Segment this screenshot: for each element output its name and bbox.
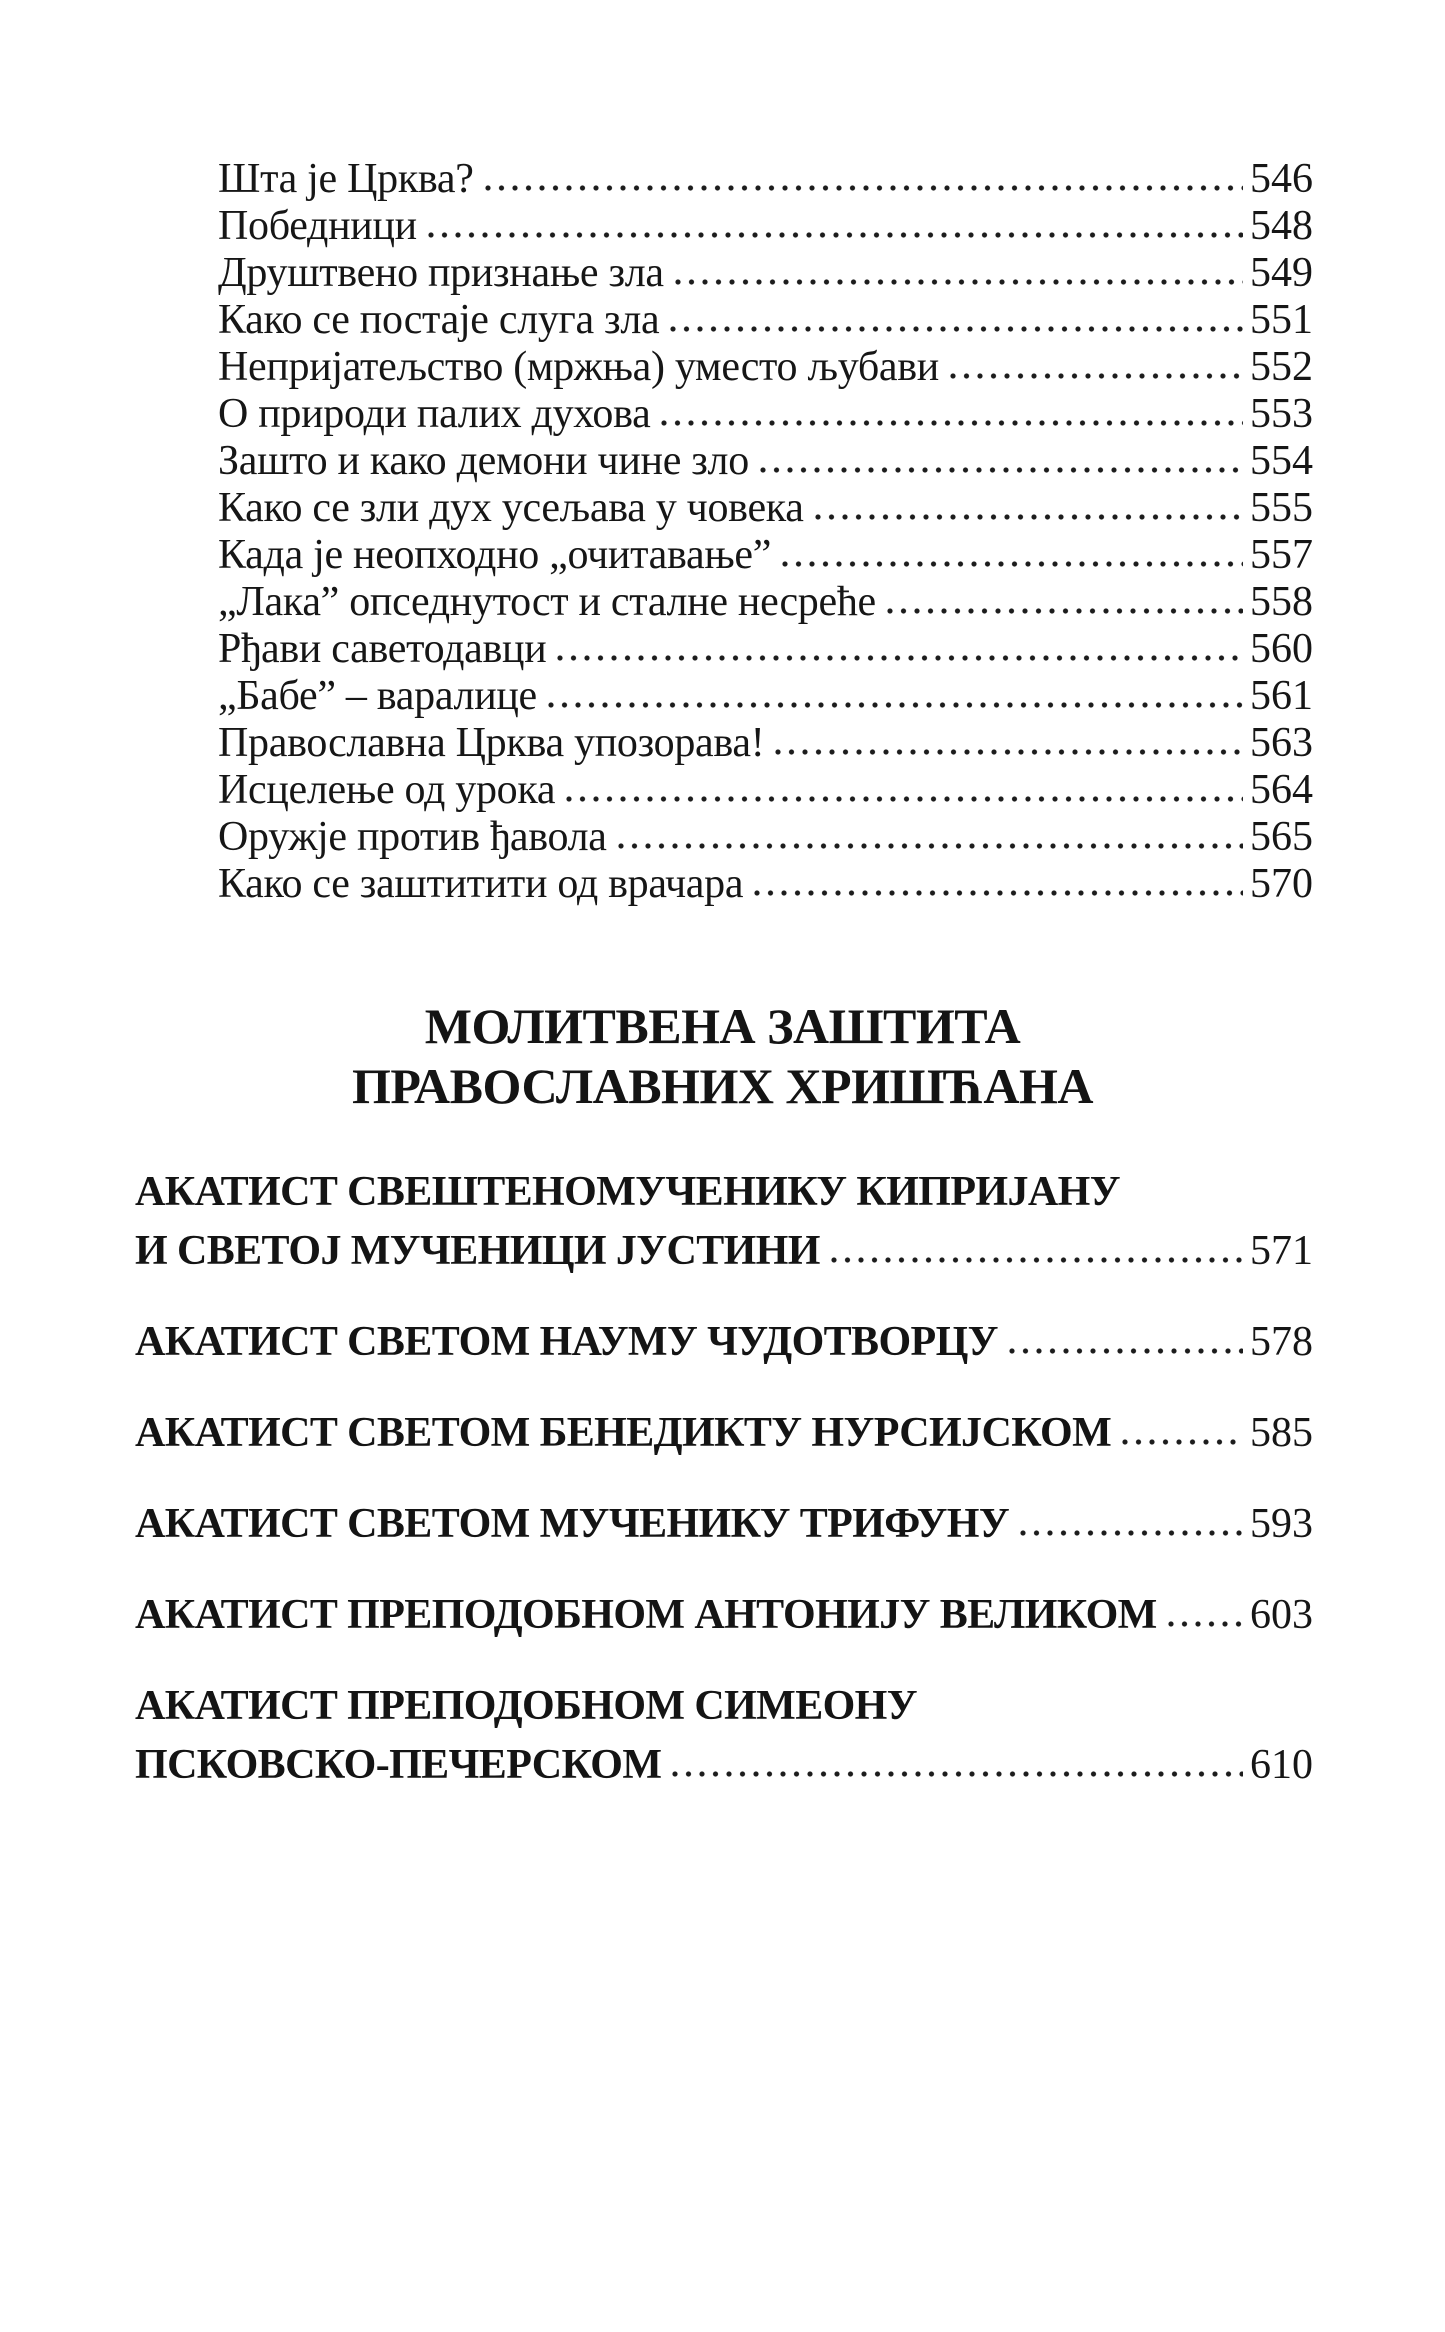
toc-entry-title: Зашто и како демони чине зло bbox=[218, 438, 749, 484]
akathist-entry-page-number: 585 bbox=[1250, 1410, 1313, 1456]
akathist-entry-title: И СВЕТОЈ МУЧЕНИЦИ ЈУСТИНИ bbox=[135, 1228, 820, 1274]
akathist-entry-page-number: 578 bbox=[1250, 1319, 1313, 1365]
toc-entry-title: Како се заштитити од врачара bbox=[218, 861, 744, 907]
dot-leader bbox=[661, 419, 1243, 427]
akathist-entry-row bbox=[135, 1313, 1313, 1372]
dot-leader bbox=[670, 325, 1243, 333]
dot-leader bbox=[557, 654, 1243, 662]
toc-entry bbox=[218, 250, 1313, 297]
toc-entry-title: Непријатељство (мржња) уместо љубави bbox=[218, 344, 939, 390]
akathist-entry-row bbox=[135, 1736, 1313, 1795]
dot-leader bbox=[782, 560, 1243, 568]
toc-entry-title: Православна Црква упозорава! bbox=[218, 720, 765, 766]
dot-leader bbox=[548, 701, 1243, 709]
toc-entry-title: Рђави саветодавци bbox=[218, 626, 547, 672]
dot-leader bbox=[1020, 1529, 1243, 1537]
akathist-entry-title-line: АКАТИСТ ПРЕПОДОБНОМ СИМЕОНУ bbox=[135, 1683, 917, 1729]
dot-leader bbox=[1009, 1347, 1243, 1355]
toc-entry bbox=[218, 814, 1313, 861]
toc-entry-title: Шта је Црква? bbox=[218, 156, 474, 202]
section-heading bbox=[0, 996, 1445, 1116]
dot-leader bbox=[1168, 1620, 1243, 1628]
akathist-entry-title: АКАТИСТ СВЕТОМ НАУМУ ЧУДОТВОРЦУ bbox=[135, 1319, 998, 1365]
section-heading-line1: МОЛИТВЕНА ЗАШТИТА bbox=[424, 998, 1021, 1054]
akathist-entry bbox=[135, 1404, 1313, 1463]
akathist-entry-row bbox=[135, 1222, 1313, 1281]
akathist-entry bbox=[135, 1163, 1313, 1281]
dot-leader bbox=[566, 795, 1243, 803]
akathist-entry-list bbox=[135, 1163, 1313, 1827]
akathist-entry-row bbox=[135, 1495, 1313, 1554]
toc-entry-page-number: 555 bbox=[1250, 485, 1313, 531]
toc-entry-page-number: 546 bbox=[1250, 156, 1313, 202]
akathist-entry bbox=[135, 1495, 1313, 1554]
toc-entry-title: „Лака” опседнутост и сталне несреће bbox=[218, 579, 876, 625]
toc-entry bbox=[218, 861, 1313, 908]
toc-entry-page-number: 554 bbox=[1250, 438, 1313, 484]
dot-leader bbox=[675, 278, 1243, 286]
toc-entry-title: Исцелење од урока bbox=[218, 767, 556, 813]
akathist-entry-title-line: АКАТИСТ СВЕШТЕНОМУЧЕНИКУ КИПРИЈАНУ bbox=[135, 1169, 1120, 1215]
dot-leader bbox=[950, 372, 1243, 380]
toc-entry bbox=[218, 438, 1313, 485]
toc-entry-title: Како се зли дух усељава у човека bbox=[218, 485, 804, 531]
akathist-entry bbox=[135, 1586, 1313, 1645]
dot-leader bbox=[760, 466, 1243, 474]
toc-entry-title: Оружје против ђавола bbox=[218, 814, 607, 860]
toc-entry bbox=[218, 626, 1313, 673]
akathist-entry-page-number: 593 bbox=[1250, 1501, 1313, 1547]
dot-leader bbox=[618, 842, 1243, 850]
toc-entry bbox=[218, 532, 1313, 579]
akathist-entry-title: АКАТИСТ СВЕТОМ БЕНЕДИКТУ НУРСИЈСКОМ bbox=[135, 1410, 1112, 1456]
toc-entry bbox=[218, 297, 1313, 344]
akathist-entry bbox=[135, 1677, 1313, 1795]
toc-entry-title: Друштвено признање зла bbox=[218, 250, 664, 296]
section-heading-line2: ПРАВОСЛАВНИХ ХРИШЋАНА bbox=[351, 1058, 1093, 1114]
toc-entry bbox=[218, 391, 1313, 438]
toc-entry bbox=[218, 767, 1313, 814]
akathist-entry-title: АКАТИСТ СВЕТОМ МУЧЕНИКУ ТРИФУНУ bbox=[135, 1501, 1010, 1547]
toc-entry bbox=[218, 344, 1313, 391]
dot-leader bbox=[831, 1256, 1243, 1264]
akathist-entry-title: АКАТИСТ ПРЕПОДОБНОМ АНТОНИЈУ ВЕЛИКОМ bbox=[135, 1592, 1157, 1638]
toc-entry-page-number: 560 bbox=[1250, 626, 1313, 672]
toc-entry-page-number: 563 bbox=[1250, 720, 1313, 766]
akathist-entry-page-number: 603 bbox=[1250, 1592, 1313, 1638]
dot-leader bbox=[428, 231, 1243, 239]
toc-entry-title: „Бабе” – варалице bbox=[218, 673, 537, 719]
akathist-entry-row bbox=[135, 1404, 1313, 1463]
toc-entry bbox=[218, 485, 1313, 532]
toc-entry-page-number: 561 bbox=[1250, 673, 1313, 719]
toc-entry-list bbox=[218, 156, 1313, 908]
toc-entry-page-number: 565 bbox=[1250, 814, 1313, 860]
toc-entry-page-number: 557 bbox=[1250, 532, 1313, 578]
toc-entry-page-number: 570 bbox=[1250, 861, 1313, 907]
dot-leader bbox=[672, 1770, 1243, 1778]
toc-entry-title: Победници bbox=[218, 203, 417, 249]
toc-entry-title: О природи палих духова bbox=[218, 391, 651, 437]
akathist-entry-page-number: 610 bbox=[1250, 1742, 1313, 1788]
dot-leader bbox=[887, 607, 1243, 615]
toc-entry-page-number: 551 bbox=[1250, 297, 1313, 343]
toc-entry bbox=[218, 203, 1313, 250]
akathist-entry-page-number: 571 bbox=[1250, 1228, 1313, 1274]
toc-entry bbox=[218, 579, 1313, 626]
toc-entry bbox=[218, 156, 1313, 203]
toc-entry-page-number: 558 bbox=[1250, 579, 1313, 625]
dot-leader bbox=[815, 513, 1243, 521]
akathist-entry-row bbox=[135, 1586, 1313, 1645]
dot-leader bbox=[485, 184, 1243, 192]
toc-entry-title: Када је неопходно „очитавање” bbox=[218, 532, 772, 578]
toc-entry-title: Како се постаје слуга зла bbox=[218, 297, 660, 343]
akathist-entry bbox=[135, 1313, 1313, 1372]
toc-entry-page-number: 548 bbox=[1250, 203, 1313, 249]
toc-entry-page-number: 553 bbox=[1250, 391, 1313, 437]
dot-leader bbox=[1122, 1438, 1243, 1446]
akathist-entry-title: ПСКОВСКО-ПЕЧЕРСКОМ bbox=[135, 1742, 662, 1788]
toc-entry-page-number: 564 bbox=[1250, 767, 1313, 813]
toc-entry-page-number: 549 bbox=[1250, 250, 1313, 296]
toc-entry bbox=[218, 673, 1313, 720]
toc-entry bbox=[218, 720, 1313, 767]
dot-leader bbox=[775, 748, 1243, 756]
toc-entry-page-number: 552 bbox=[1250, 344, 1313, 390]
dot-leader bbox=[754, 889, 1243, 897]
